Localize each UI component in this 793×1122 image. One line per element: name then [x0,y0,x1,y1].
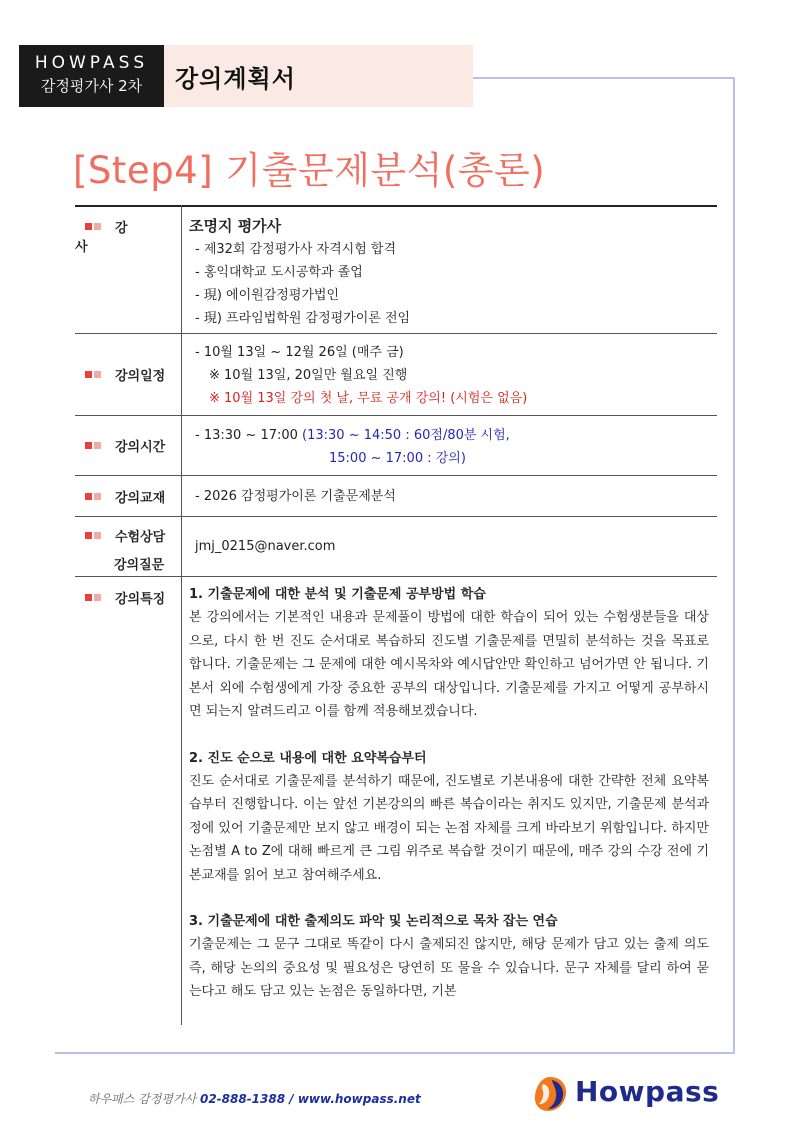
feature-section-title: 1. 기출문제에 대한 분석 및 기출문제 공부방법 학습 [189,587,486,602]
time-range: - 13:30 ~ 17:00 [195,428,303,443]
frame-top-border [473,77,735,79]
frame-bottom-border [55,1052,735,1054]
feature-section-body: 진도 순서대로 기출문제를 분석하기 때문에, 진도별로 기본내용에 대한 간략한 전체 요약복습부터 진행합니다. 이는 앞선 기본강의의 빠른 복습이라는 취지도 있지만, 기출문제 분석과정에 있어 기출문제만 보지 않고 배경이 되는 논점 자체를 크게 바라보기 위함입니다. 하지만 논점별 A to Z에 대해 빠르게 큰 그림 위주로 복습할 것이기 때문에, 매주 강의 수강 전에 기본교재를 읽어 보고 참여해주세요. [189,773,710,883]
label-marker-icon [85,489,103,504]
footer-contact [88,1090,421,1107]
label-lecturer: 강 사 [75,221,142,255]
row-divider [75,415,717,416]
lecturer-cell [189,214,709,330]
lecturer-name: 조명지 평가사 [189,217,282,235]
howpass-logo-icon [530,1074,570,1114]
label-time: 강의시간 [75,436,181,455]
feature-section-body: 기출문제는 그 문구 그대로 똑같이 다시 출제되진 않지만, 해당 문제가 담고 있는 출제 의도 즉, 해당 논의의 중요성 및 필요성은 당연히 또 물을 수 있습니다. 문구 자체를 달리 하여 묻는다고 해도 담고 있는 논점은 동일하다면, 기본 [189,937,709,999]
feature-section-title: 3. 기출문제에 대한 출제의도 파악 및 논리적으로 목차 잡는 연습 [189,914,558,929]
feature-section-body: 본 강의에서는 기본적인 내용과 문제풀이 방법에 대한 학습이 되어 있는 수험생분들을 대상으로, 다시 한 번 진도 순서대로 복습하되 진도별 기출문제를 면밀히 분석하는 것을 목표로 합니다. 기출문제는 그 문제에 대한 예시목차와 예시답안만 확인하고 넘어가면 안 됩니다. 기본서 외에 수험생에게 가장 중요한 공부의 대상입니다. 기출문제를 가지고 어떻게 공부하시면 되는지 알려드리고 이를 함께 적용해보겠습니다. [189,610,709,719]
time-detail-cont: 15:00 ~ 17:00 : 강의) [329,451,466,466]
brand-block [19,45,164,107]
howpass-logo [530,1072,730,1116]
feature-section-title: 2. 진도 순으로 내용에 대한 요약복습부터 [189,750,427,766]
contact-email[interactable]: jmj_0215@naver.com [195,539,336,554]
time-line [189,424,709,447]
label-schedule: 강의일정 [75,365,181,384]
row-divider [75,475,717,476]
features-cell [189,583,709,1004]
label-features: 강의특징 [75,588,181,607]
lecturer-career-item: - 제32회 감정평가사 자격시험 합격 [195,242,397,257]
table-top-rule [75,205,717,207]
column-divider [181,205,182,1025]
footer-url[interactable]: www.howpass.net [297,1092,421,1106]
label-marker-icon [85,528,103,543]
label-marker-icon [85,590,103,605]
howpass-logo-word: Howpass [575,1075,720,1108]
footer-company: 하우패스 감정평가사 [88,1092,200,1106]
doc-title: 강의계획서 [175,65,296,93]
row-divider [75,576,717,577]
label-marker-icon [85,438,103,453]
footer-phone: 02-888-1388 [199,1092,286,1106]
label-contact: 수험상담 강의질문 [75,526,181,573]
row-divider [75,516,717,517]
row-divider [75,333,717,334]
schedule-note: ※ 10월 13일, 20일만 월요일 진행 [209,368,408,383]
label-textbook: 강의교재 [75,487,181,506]
time-detail: (13:30 ~ 14:50 : 60점/80분 시험, [302,428,510,443]
textbook-cell [189,485,709,508]
frame-right-border [733,77,735,1054]
label-question: 강의질문 [114,558,165,573]
schedule-range: - 10월 13일 ~ 12월 26일 (매주 금) [195,345,404,360]
footer-separator: / [285,1092,298,1106]
page-title: [Step4] 기출문제분석(총론) [73,149,546,192]
schedule-cell [189,341,709,410]
label-marker-icon [85,367,103,382]
lecturer-career-item: - 現) 프라임법학원 감정평가이론 전임 [195,311,411,326]
textbook-value: - 2026 감정평가이론 기출문제분석 [195,489,396,504]
lecturer-career-item: - 홍익대학교 도시공학과 졸업 [195,265,363,280]
lecturer-career-item: - 現) 에이원감정평가법인 [195,288,340,303]
time-cell [189,424,709,470]
brand-name: HOWPASS [34,53,149,73]
schedule-free-note: ※ 10월 13일 강의 첫 날, 무료 공개 강의! (시험은 없음) [209,391,528,406]
doc-title-block [164,45,473,107]
contact-cell [189,535,709,558]
label-marker-icon [85,219,103,234]
brand-subtitle: 감정평가사 2차 [40,77,143,95]
